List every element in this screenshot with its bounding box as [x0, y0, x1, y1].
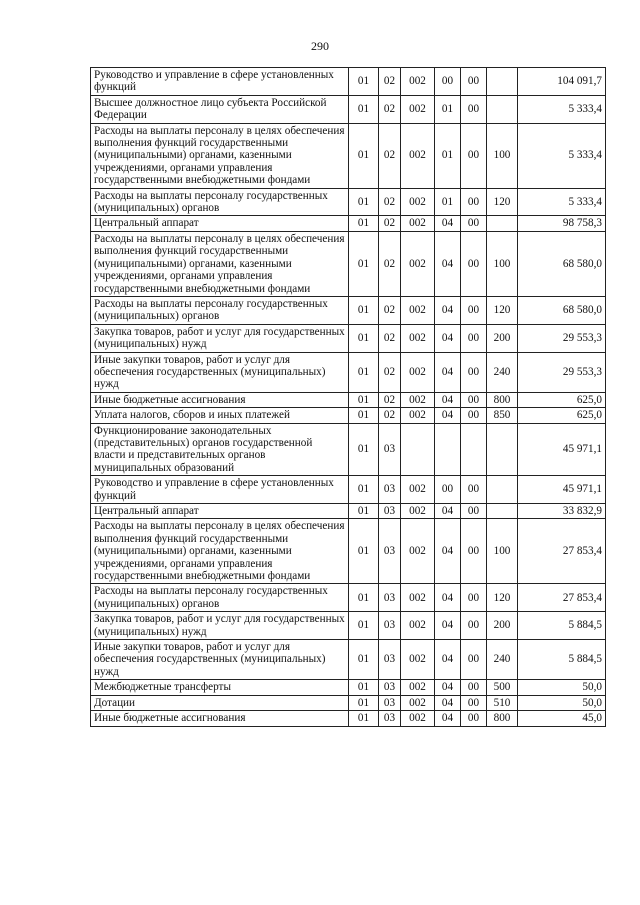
direction-code-cell: 00 — [461, 711, 487, 726]
direction-code-cell: 00 — [461, 296, 487, 324]
subsection-code-cell: 02 — [379, 95, 401, 123]
table-row — [91, 188, 606, 216]
program-code-cell: 002 — [401, 188, 435, 216]
amount-cell: 27 853,4 — [518, 584, 606, 612]
subprogram-code-cell: 04 — [435, 504, 461, 519]
amount-cell: 625,0 — [518, 408, 606, 423]
amount-cell: 29 553,3 — [518, 352, 606, 392]
program-code-cell: 002 — [401, 408, 435, 423]
row-name-cell: Функционирование законодательных (представительных) органов государственной власти и представительных органов муниципальных образований — [91, 423, 349, 476]
expense-type-cell: 120 — [487, 296, 518, 324]
row-name-cell: Центральный аппарат — [91, 216, 349, 231]
subprogram-code-cell: 01 — [435, 123, 461, 188]
subsection-code-cell: 03 — [379, 640, 401, 680]
row-name-cell: Расходы на выплаты персоналу государственных (муниципальных) органов — [91, 296, 349, 324]
subsection-code-cell: 03 — [379, 476, 401, 504]
subprogram-code-cell: 04 — [435, 408, 461, 423]
direction-code-cell: 00 — [461, 612, 487, 640]
expense-type-cell: 120 — [487, 188, 518, 216]
subsection-code-cell: 02 — [379, 296, 401, 324]
row-name-cell: Расходы на выплаты персоналу государственных (муниципальных) органов — [91, 188, 349, 216]
row-name-cell: Центральный аппарат — [91, 504, 349, 519]
subsection-code-cell: 03 — [379, 584, 401, 612]
expense-type-cell: 800 — [487, 392, 518, 407]
section-code-cell: 01 — [349, 519, 379, 584]
direction-code-cell: 00 — [461, 324, 487, 352]
row-name-cell: Руководство и управление в сфере установленных функций — [91, 68, 349, 96]
subprogram-code-cell: 04 — [435, 231, 461, 296]
table-row — [91, 640, 606, 680]
section-code-cell: 01 — [349, 695, 379, 710]
direction-code-cell: 00 — [461, 476, 487, 504]
table-row — [91, 476, 606, 504]
subprogram-code-cell: 04 — [435, 640, 461, 680]
section-code-cell: 01 — [349, 476, 379, 504]
row-name-cell: Расходы на выплаты персоналу в целях обеспечения выполнения функций государственными (муниципальными) органами, казенными учреждениями, органами управления государственными внебюджетными фондами — [91, 123, 349, 188]
direction-code-cell: 00 — [461, 231, 487, 296]
subprogram-code-cell: 00 — [435, 476, 461, 504]
expense-type-cell — [487, 68, 518, 96]
table-row — [91, 695, 606, 710]
subsection-code-cell: 03 — [379, 711, 401, 726]
row-name-cell: Дотации — [91, 695, 349, 710]
section-code-cell: 01 — [349, 95, 379, 123]
table-row — [91, 612, 606, 640]
subprogram-code-cell: 04 — [435, 324, 461, 352]
expense-type-cell: 240 — [487, 352, 518, 392]
expense-type-cell: 850 — [487, 408, 518, 423]
amount-cell: 104 091,7 — [518, 68, 606, 96]
expense-type-cell — [487, 423, 518, 476]
expense-type-cell: 500 — [487, 680, 518, 695]
amount-cell: 68 580,0 — [518, 231, 606, 296]
subsection-code-cell: 02 — [379, 352, 401, 392]
table-row — [91, 680, 606, 695]
section-code-cell: 01 — [349, 296, 379, 324]
amount-cell: 45,0 — [518, 711, 606, 726]
subsection-code-cell: 03 — [379, 504, 401, 519]
subsection-code-cell: 02 — [379, 188, 401, 216]
section-code-cell: 01 — [349, 423, 379, 476]
row-name-cell: Закупка товаров, работ и услуг для государственных (муниципальных) нужд — [91, 612, 349, 640]
table-row — [91, 711, 606, 726]
subprogram-code-cell: 04 — [435, 392, 461, 407]
direction-code-cell: 00 — [461, 680, 487, 695]
expense-type-cell: 200 — [487, 612, 518, 640]
subsection-code-cell: 03 — [379, 423, 401, 476]
expense-type-cell — [487, 216, 518, 231]
subprogram-code-cell: 04 — [435, 711, 461, 726]
expense-type-cell: 200 — [487, 324, 518, 352]
row-name-cell: Руководство и управление в сфере установленных функций — [91, 476, 349, 504]
amount-cell: 5 884,5 — [518, 640, 606, 680]
direction-code-cell: 00 — [461, 216, 487, 231]
subprogram-code-cell: 04 — [435, 296, 461, 324]
section-code-cell: 01 — [349, 392, 379, 407]
section-code-cell: 01 — [349, 711, 379, 726]
program-code-cell: 002 — [401, 612, 435, 640]
table-row — [91, 584, 606, 612]
program-code-cell: 002 — [401, 392, 435, 407]
program-code-cell: 002 — [401, 640, 435, 680]
expense-type-cell: 240 — [487, 640, 518, 680]
section-code-cell: 01 — [349, 408, 379, 423]
section-code-cell: 01 — [349, 324, 379, 352]
direction-code-cell: 00 — [461, 188, 487, 216]
subprogram-code-cell — [435, 423, 461, 476]
section-code-cell: 01 — [349, 188, 379, 216]
section-code-cell: 01 — [349, 68, 379, 96]
subsection-code-cell: 03 — [379, 695, 401, 710]
subsection-code-cell: 03 — [379, 612, 401, 640]
subprogram-code-cell: 04 — [435, 216, 461, 231]
table-row — [91, 519, 606, 584]
amount-cell: 5 333,4 — [518, 95, 606, 123]
table-row — [91, 324, 606, 352]
amount-cell: 45 971,1 — [518, 423, 606, 476]
subsection-code-cell: 03 — [379, 519, 401, 584]
direction-code-cell — [461, 423, 487, 476]
row-name-cell: Высшее должностное лицо субъекта Российской Федерации — [91, 95, 349, 123]
program-code-cell: 002 — [401, 584, 435, 612]
direction-code-cell: 00 — [461, 695, 487, 710]
direction-code-cell: 00 — [461, 519, 487, 584]
subprogram-code-cell: 04 — [435, 680, 461, 695]
section-code-cell: 01 — [349, 640, 379, 680]
direction-code-cell: 00 — [461, 408, 487, 423]
table-row — [91, 392, 606, 407]
program-code-cell: 002 — [401, 68, 435, 96]
table-row — [91, 504, 606, 519]
direction-code-cell: 00 — [461, 352, 487, 392]
subprogram-code-cell: 00 — [435, 68, 461, 96]
budget-table-body — [91, 68, 606, 727]
direction-code-cell: 00 — [461, 584, 487, 612]
table-row — [91, 296, 606, 324]
subsection-code-cell: 02 — [379, 231, 401, 296]
amount-cell: 68 580,0 — [518, 296, 606, 324]
amount-cell: 625,0 — [518, 392, 606, 407]
row-name-cell: Иные закупки товаров, работ и услуг для обеспечения государственных (муниципальных) нужд — [91, 352, 349, 392]
table-row — [91, 408, 606, 423]
program-code-cell: 002 — [401, 695, 435, 710]
program-code-cell — [401, 423, 435, 476]
budget-table — [90, 67, 606, 727]
expense-type-cell: 120 — [487, 584, 518, 612]
subsection-code-cell: 02 — [379, 123, 401, 188]
row-name-cell: Иные закупки товаров, работ и услуг для обеспечения государственных (муниципальных) нужд — [91, 640, 349, 680]
subsection-code-cell: 02 — [379, 68, 401, 96]
subprogram-code-cell: 01 — [435, 95, 461, 123]
section-code-cell: 01 — [349, 504, 379, 519]
amount-cell: 5 884,5 — [518, 612, 606, 640]
amount-cell: 33 832,9 — [518, 504, 606, 519]
program-code-cell: 002 — [401, 216, 435, 231]
program-code-cell: 002 — [401, 476, 435, 504]
table-row — [91, 68, 606, 96]
section-code-cell: 01 — [349, 680, 379, 695]
subsection-code-cell: 02 — [379, 408, 401, 423]
amount-cell: 29 553,3 — [518, 324, 606, 352]
row-name-cell: Иные бюджетные ассигнования — [91, 392, 349, 407]
section-code-cell: 01 — [349, 584, 379, 612]
row-name-cell: Межбюджетные трансферты — [91, 680, 349, 695]
page-number: 290 — [311, 39, 329, 53]
direction-code-cell: 00 — [461, 68, 487, 96]
amount-cell: 50,0 — [518, 695, 606, 710]
direction-code-cell: 00 — [461, 95, 487, 123]
subprogram-code-cell: 04 — [435, 612, 461, 640]
direction-code-cell: 00 — [461, 640, 487, 680]
expense-type-cell: 100 — [487, 123, 518, 188]
program-code-cell: 002 — [401, 324, 435, 352]
expense-type-cell — [487, 95, 518, 123]
row-name-cell: Иные бюджетные ассигнования — [91, 711, 349, 726]
expense-type-cell: 100 — [487, 231, 518, 296]
subprogram-code-cell: 04 — [435, 695, 461, 710]
subprogram-code-cell: 04 — [435, 352, 461, 392]
direction-code-cell: 00 — [461, 392, 487, 407]
table-row — [91, 231, 606, 296]
program-code-cell: 002 — [401, 123, 435, 188]
direction-code-cell: 00 — [461, 504, 487, 519]
subsection-code-cell: 02 — [379, 216, 401, 231]
expense-type-cell: 100 — [487, 519, 518, 584]
expense-type-cell — [487, 476, 518, 504]
expense-type-cell: 800 — [487, 711, 518, 726]
amount-cell: 98 758,3 — [518, 216, 606, 231]
section-code-cell: 01 — [349, 216, 379, 231]
expense-type-cell: 510 — [487, 695, 518, 710]
section-code-cell: 01 — [349, 612, 379, 640]
program-code-cell: 002 — [401, 352, 435, 392]
subprogram-code-cell: 01 — [435, 188, 461, 216]
subsection-code-cell: 02 — [379, 324, 401, 352]
section-code-cell: 01 — [349, 231, 379, 296]
table-row — [91, 216, 606, 231]
table-row — [91, 95, 606, 123]
program-code-cell: 002 — [401, 231, 435, 296]
amount-cell: 27 853,4 — [518, 519, 606, 584]
row-name-cell: Расходы на выплаты персоналу государственных (муниципальных) органов — [91, 584, 349, 612]
program-code-cell: 002 — [401, 296, 435, 324]
section-code-cell: 01 — [349, 352, 379, 392]
subsection-code-cell: 03 — [379, 680, 401, 695]
program-code-cell: 002 — [401, 519, 435, 584]
program-code-cell: 002 — [401, 680, 435, 695]
program-code-cell: 002 — [401, 711, 435, 726]
subprogram-code-cell: 04 — [435, 519, 461, 584]
subprogram-code-cell: 04 — [435, 584, 461, 612]
program-code-cell: 002 — [401, 95, 435, 123]
row-name-cell: Расходы на выплаты персоналу в целях обеспечения выполнения функций государственными (муниципальными) органами, казенными учреждениями, органами управления государственными внебюджетными фондами — [91, 231, 349, 296]
direction-code-cell: 00 — [461, 123, 487, 188]
amount-cell: 50,0 — [518, 680, 606, 695]
program-code-cell: 002 — [401, 504, 435, 519]
section-code-cell: 01 — [349, 123, 379, 188]
table-row — [91, 423, 606, 476]
row-name-cell: Уплата налогов, сборов и иных платежей — [91, 408, 349, 423]
table-row — [91, 123, 606, 188]
expense-type-cell — [487, 504, 518, 519]
subsection-code-cell: 02 — [379, 392, 401, 407]
table-row — [91, 352, 606, 392]
amount-cell: 5 333,4 — [518, 123, 606, 188]
amount-cell: 45 971,1 — [518, 476, 606, 504]
row-name-cell: Закупка товаров, работ и услуг для государственных (муниципальных) нужд — [91, 324, 349, 352]
row-name-cell: Расходы на выплаты персоналу в целях обеспечения выполнения функций государственными (муниципальными) органами, казенными учреждениями, органами управления государственными внебюджетными фондами — [91, 519, 349, 584]
amount-cell: 5 333,4 — [518, 188, 606, 216]
